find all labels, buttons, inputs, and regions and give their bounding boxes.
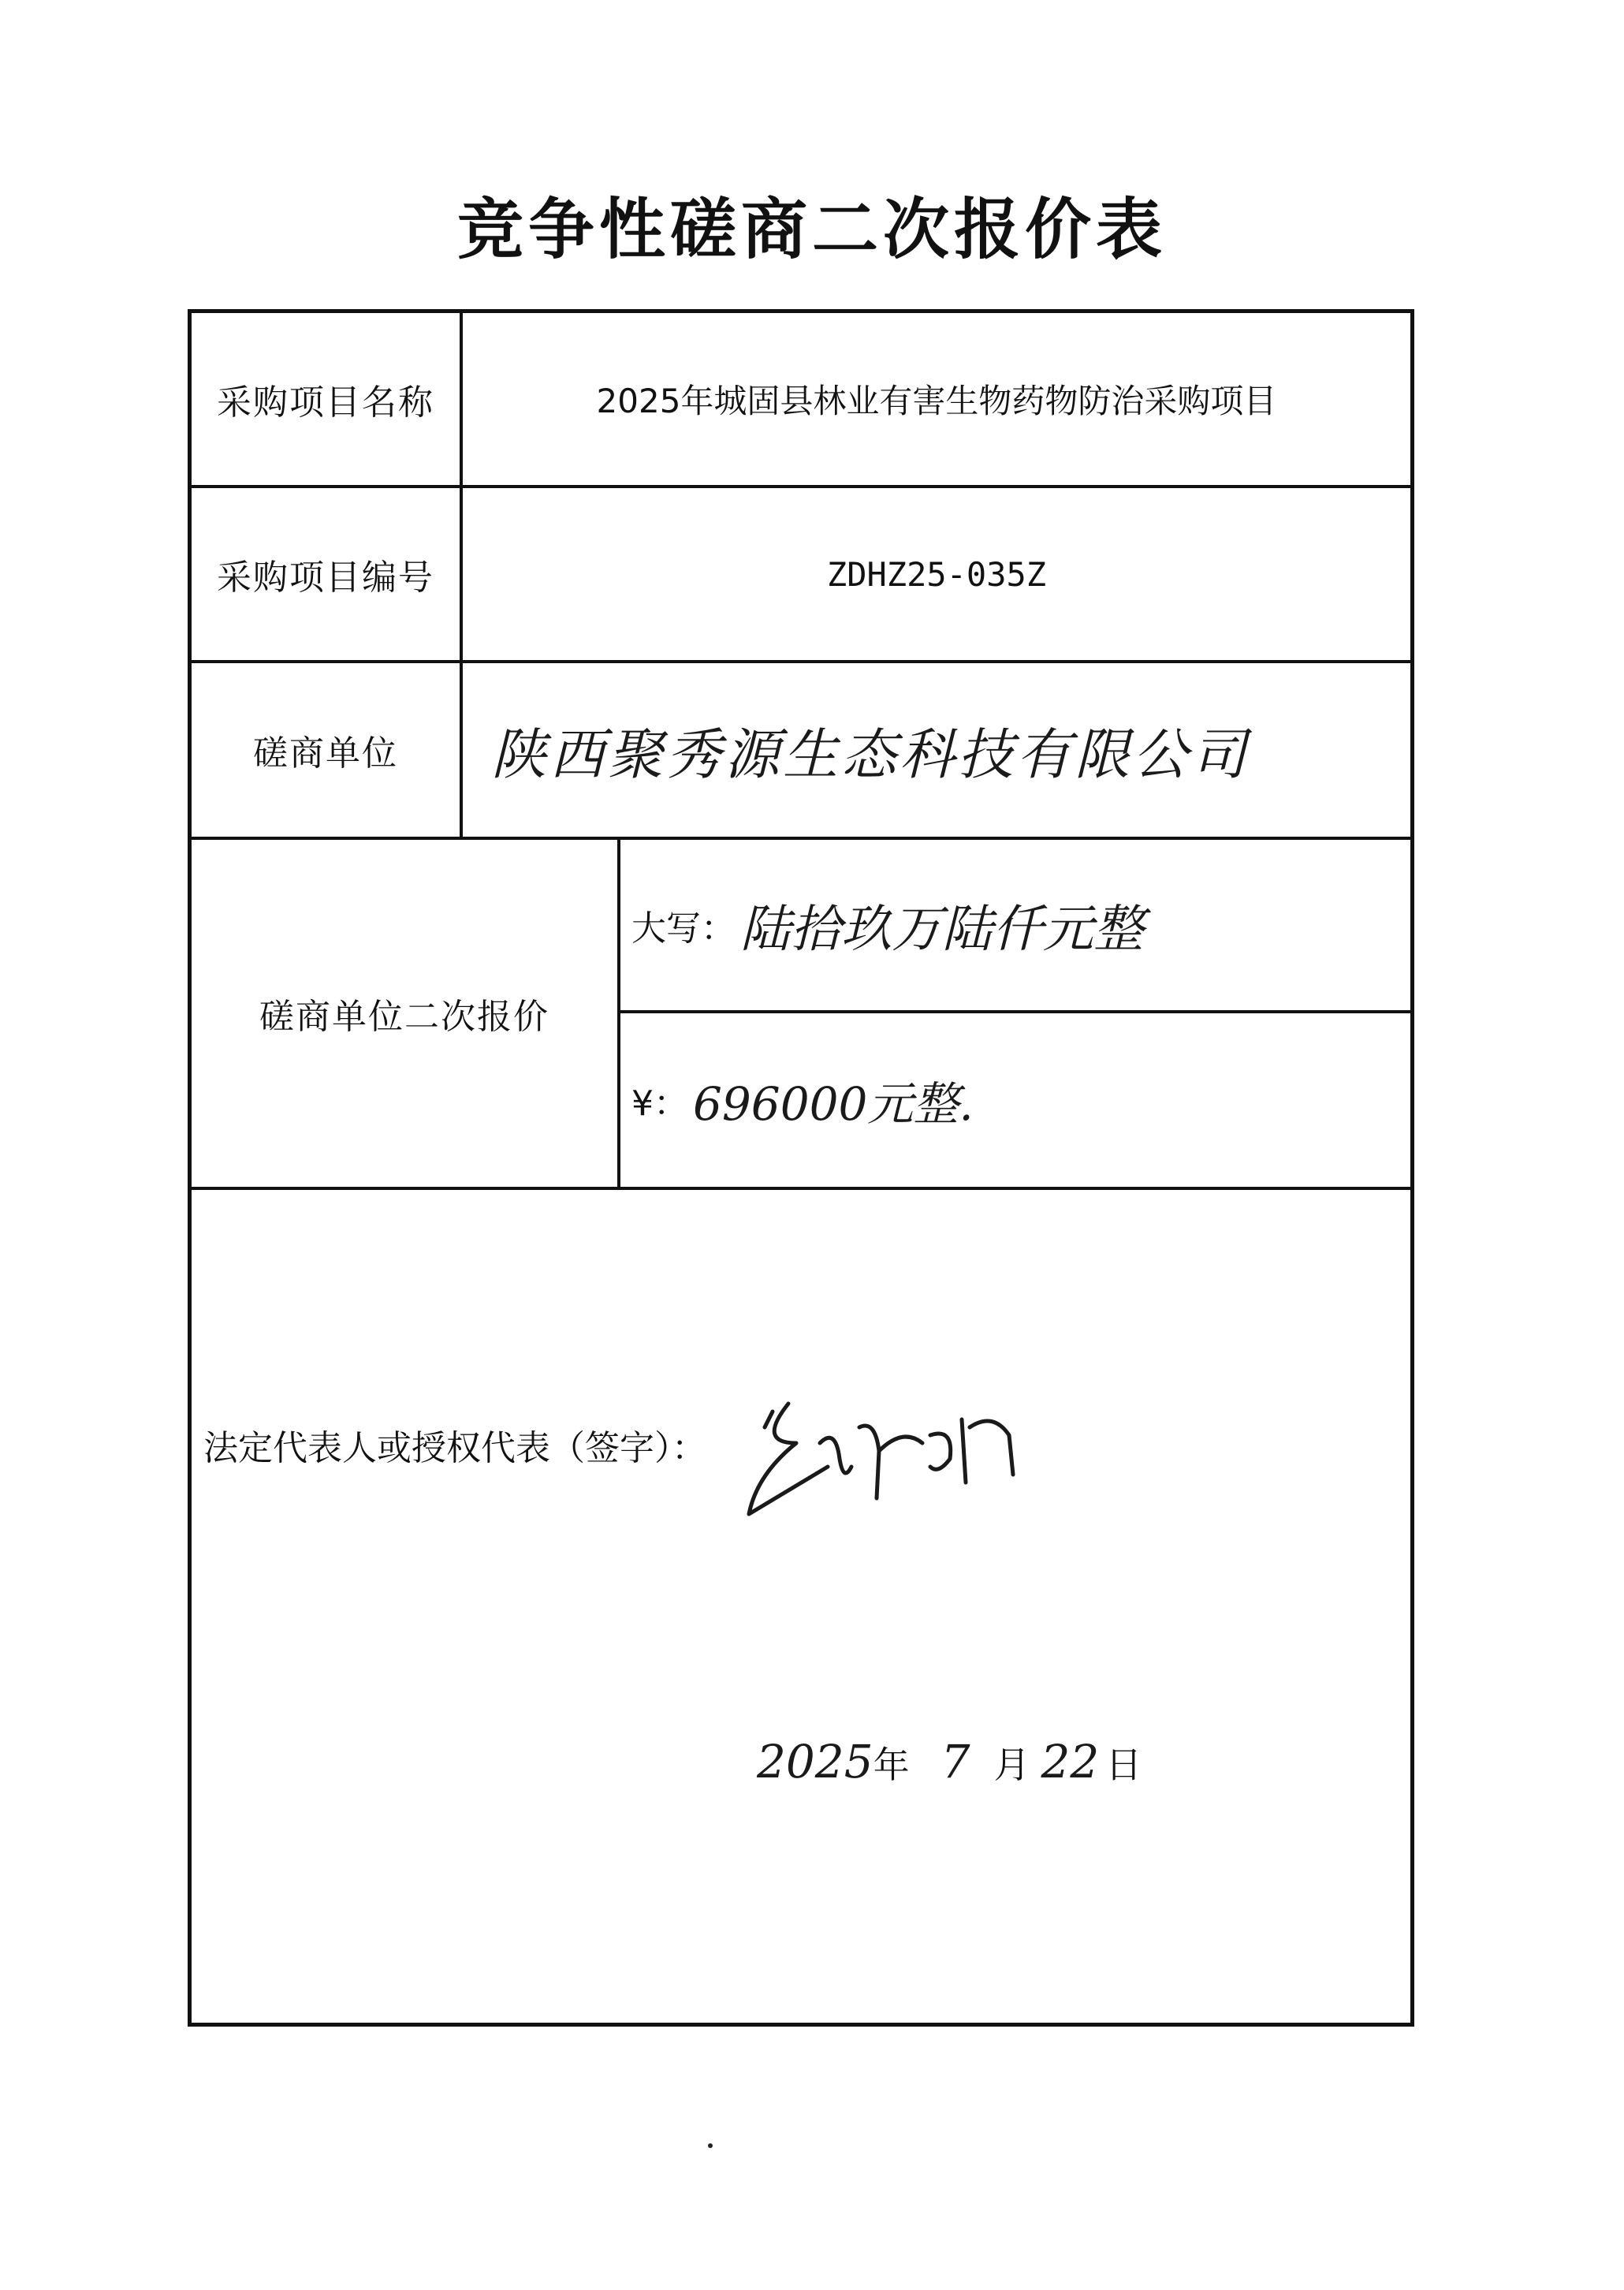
scan-speck — [708, 2143, 713, 2148]
handwritten-signature — [741, 1396, 1072, 1538]
date-day-unit: 日 — [1105, 1744, 1142, 1786]
signature-label: 法定代表人或授权代表（签字）： — [203, 1428, 706, 1468]
signature-date — [757, 1735, 1142, 1788]
date-month-unit: 月 — [993, 1744, 1030, 1786]
supplier-label: 磋商单位 — [253, 733, 398, 774]
date-day: 22 — [1041, 1735, 1100, 1788]
quote-words-row — [631, 840, 1144, 1010]
supplier-value: 陕西聚秀源生态科技有限公司 — [491, 722, 1250, 787]
date-year: 2025 — [757, 1735, 873, 1788]
quote-label: 磋商单位二次报价 — [259, 997, 549, 1037]
column-divider — [617, 837, 620, 1188]
project-name-value: 2025年城固县林业有害生物药物防治采购项目 — [596, 382, 1277, 420]
date-month: 7 — [941, 1735, 970, 1788]
quote-number-value: 696000元整. — [693, 1077, 974, 1131]
project-number-value: ZDHZ25-035Z — [826, 554, 1047, 594]
row-divider — [192, 1187, 1410, 1190]
project-name-label: 采购项目名称 — [217, 382, 434, 423]
quote-number-label: ¥： — [631, 1083, 688, 1124]
quote-words-value: 陆拾玖万陆仟元整 — [740, 901, 1144, 959]
date-year-unit: 年 — [873, 1744, 910, 1786]
quote-words-label: 大写： — [631, 908, 736, 949]
project-number-label: 采购项目编号 — [217, 558, 434, 598]
document-title: 竞争性磋商二次报价表 — [456, 191, 1167, 268]
quote-number-row — [631, 1013, 974, 1187]
